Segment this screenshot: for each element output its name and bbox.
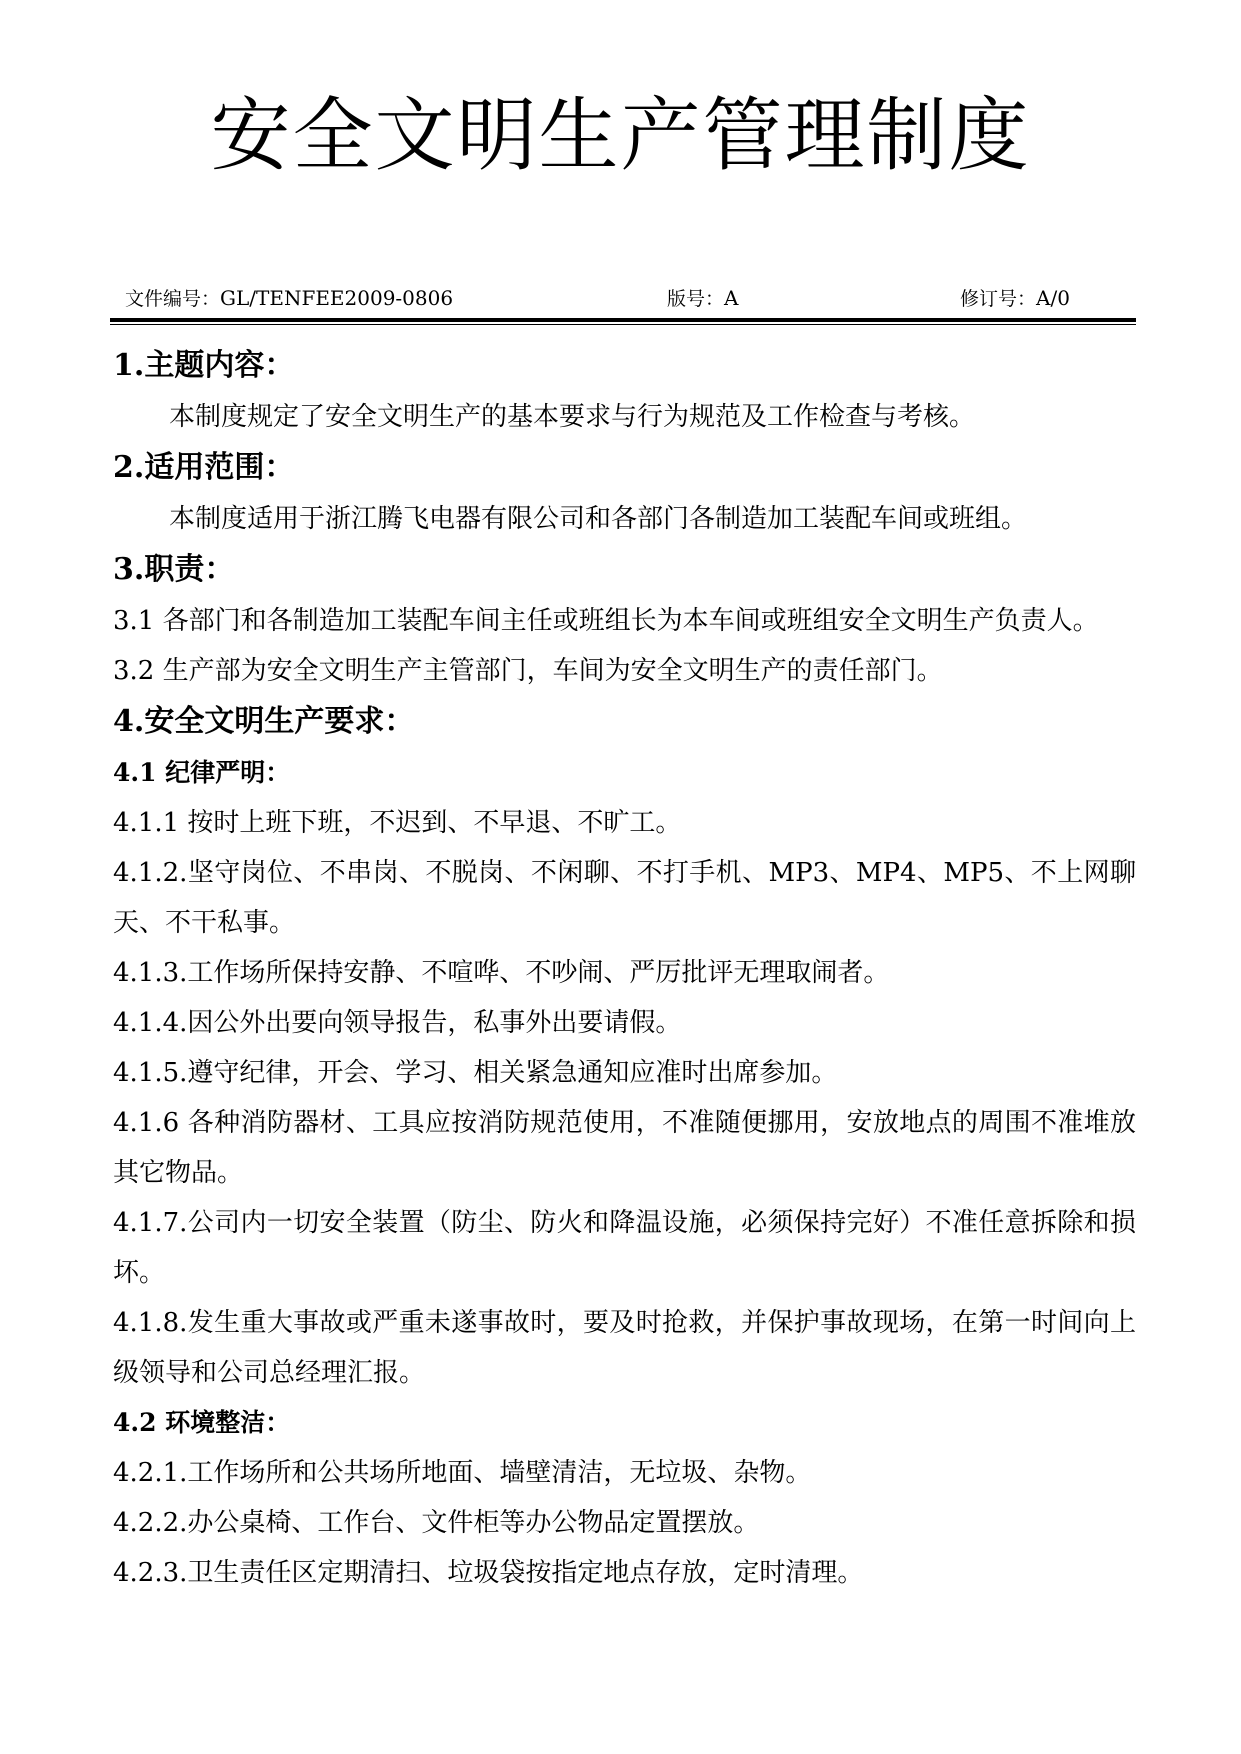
file-number-label: 文件编号：	[125, 288, 221, 310]
version-value: A	[724, 286, 739, 310]
revision-number	[960, 286, 1070, 311]
section-heading: 1.主题内容：	[113, 348, 295, 383]
section-paragraph: 本制度适用于浙江腾飞电器有限公司和各部门各制造加工装配车间或班组。	[169, 504, 1028, 534]
version-number	[667, 286, 738, 311]
clause: 4.1.1 按时上班下班，不迟到、不早退、不旷工。	[113, 808, 682, 838]
clause: 4.1.8.发生重大事故或严重未遂事故时，要及时抢救，并保护事故现场，在第一时间向上级领导和公司总经理汇报。	[113, 1308, 1136, 1388]
revision-value: A/0	[1036, 286, 1070, 310]
file-number	[125, 286, 453, 311]
section-heading: 4.安全文明生产要求：	[113, 704, 415, 739]
document-title: 安全文明生产管理制度	[210, 89, 1031, 182]
clause: 4.1.3.工作场所保持安静、不喧哗、不吵闹、严厉批评无理取闹者。	[113, 958, 890, 988]
clause: 4.1.5.遵守纪律，开会、学习、相关紧急通知应准时出席参加。	[113, 1058, 838, 1088]
revision-label: 修订号：	[960, 288, 1037, 310]
file-number-value: GL/TENFEE2009-0806	[220, 286, 454, 310]
document-body	[113, 340, 1136, 1598]
header-divider-thick	[110, 318, 1136, 322]
clause: 4.2.3.卫生责任区定期清扫、垃圾袋按指定地点存放，定时清理。	[113, 1558, 864, 1588]
clause: 4.1.6 各种消防器材、工具应按消防规范使用，不准随便挪用，安放地点的周围不准堆放其它物品。	[113, 1108, 1136, 1188]
clause: 3.2 生产部为安全文明生产主管部门，车间为安全文明生产的责任部门。	[113, 656, 943, 686]
section-heading: 2.适用范围：	[113, 450, 295, 485]
clause: 4.1.4.因公外出要向领导报告，私事外出要请假。	[113, 1008, 682, 1038]
version-label: 版号：	[667, 288, 725, 310]
section-heading: 3.职责：	[113, 552, 235, 587]
clause: 4.2.1.工作场所和公共场所地面、墙壁清洁，无垃圾、杂物。	[113, 1458, 812, 1488]
header-divider-thin	[110, 324, 1136, 325]
subsection-heading: 4.1 纪律严明：	[113, 758, 291, 787]
clause: 4.1.7.公司内一切安全装置（防尘、防火和降温设施，必须保持完好）不准任意拆除和损坏。	[113, 1208, 1136, 1288]
clause: 4.2.2.办公桌椅、工作台、文件柜等办公物品定置摆放。	[113, 1508, 760, 1538]
subsection-heading: 4.2 环境整洁：	[113, 1408, 291, 1437]
clause: 4.1.2.坚守岗位、不串岗、不脱岗、不闲聊、不打手机、MP3、MP4、MP5、不上网聊天、不干私事。	[113, 858, 1136, 938]
clause: 3.1 各部门和各制造加工装配车间主任或班组长为本车间或班组安全文明生产负责人。	[113, 606, 1099, 636]
section-paragraph: 本制度规定了安全文明生产的基本要求与行为规范及工作检查与考核。	[169, 402, 976, 432]
